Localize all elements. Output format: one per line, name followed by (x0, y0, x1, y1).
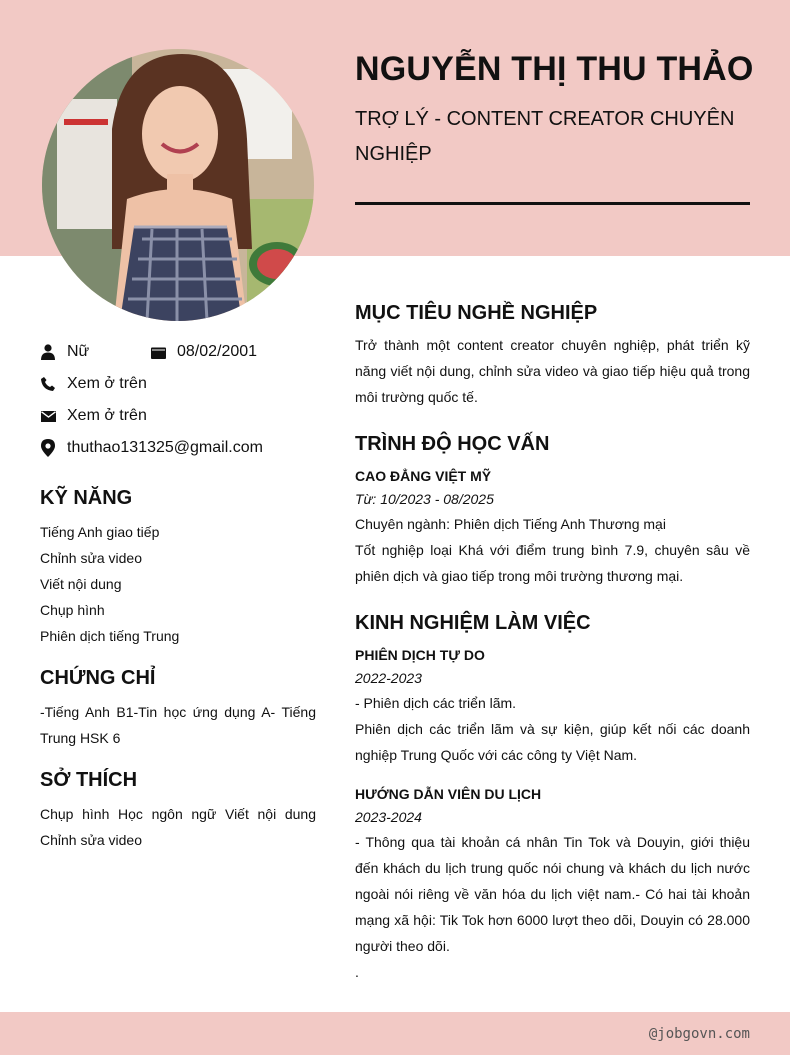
candidate-name: NGUYỄN THỊ THU THẢO (355, 50, 754, 88)
hobbies-text: Chụp hình Học ngôn ngữ Viết nội dung Chỉnh sửa video (40, 806, 316, 848)
job-detail: - Thông qua tài khoản cá nhân Tin Tok và Douyin, giới thiệu đến khách du lịch trung quốc nói chung và khách du lịch nước ngoài nói riêng về văn hóa du lịch việt nam.- Có hai tài khoản mạng xã hội: Tik Tok hơn 6000 lượt theo dõi, Douyin có 28.000 người theo dõi. (355, 834, 750, 954)
person-icon (40, 344, 56, 360)
education-dates: Từ: 10/2023 - 08/2025 (355, 491, 494, 507)
skill-item: Phiên dịch tiếng Trung (40, 628, 180, 644)
email-row (40, 404, 147, 428)
calendar-icon (150, 344, 166, 360)
header-divider (355, 202, 750, 205)
job-dates: 2022-2023 (355, 670, 422, 686)
certificates-title: CHỨNG CHỈ (40, 667, 156, 689)
job-trailing: . (355, 964, 359, 980)
profile-photo (42, 49, 314, 321)
education-major: Chuyên ngành: Phiên dịch Tiếng Anh Thương mại (355, 516, 666, 532)
school-name: CAO ĐẲNG VIỆT MỸ (355, 468, 492, 484)
experience-title: KINH NGHIỆM LÀM VIỆC (355, 612, 591, 634)
gender-value: Nữ (67, 343, 90, 360)
birthdate-row (150, 340, 257, 364)
skill-item: Viết nội dung (40, 576, 122, 592)
phone-row (40, 372, 147, 396)
hobbies-title: SỞ THÍCH (40, 769, 138, 791)
skill-item: Chỉnh sửa video (40, 550, 142, 566)
objective-text: Trở thành một content creator chuyên nghiệp, phát triển kỹ năng viết nội dung, chỉnh sửa video và giao tiếp hiệu quả trong môi trường quốc tế. (355, 337, 750, 405)
job-dates: 2023-2024 (355, 809, 422, 825)
certificates-text: -Tiếng Anh B1-Tin học ứng dụng A- Tiếng Trung HSK 6 (40, 704, 316, 746)
education-detail: Tốt nghiệp loại Khá với điểm trung bình 7.9, chuyên sâu về phiên dịch và giao tiếp trong môi trường thương mại. (355, 542, 750, 584)
skills-list (40, 519, 316, 649)
job-summary: - Phiên dịch các triển lãm. (355, 695, 517, 711)
skills-title: KỸ NĂNG (40, 487, 133, 509)
address-row (40, 436, 263, 460)
mail-icon (40, 408, 56, 424)
job-detail: Phiên dịch các triển lãm và sự kiện, giúp kết nối các doanh nghiệp Trung Quốc với các công ty Việt Nam. (355, 721, 750, 763)
skill-item: Tiếng Anh giao tiếp (40, 524, 160, 540)
email-value: Xem ở trên (67, 407, 147, 424)
skill-item: Chụp hình (40, 602, 105, 618)
job-position: HƯỚNG DẪN VIÊN DU LỊCH (355, 786, 542, 802)
gender-row (40, 340, 89, 364)
birthdate-value: 08/02/2001 (177, 343, 258, 360)
phone-icon (40, 376, 56, 392)
job-position: PHIÊN DỊCH TỰ DO (355, 647, 485, 663)
education-title: TRÌNH ĐỘ HỌC VẤN (355, 433, 550, 455)
footer-credit: @jobgovn.com (648, 1026, 750, 1042)
location-pin-icon (40, 440, 56, 456)
address-value: thuthao131325@gmail.com (67, 439, 263, 456)
phone-value: Xem ở trên (67, 375, 147, 392)
objective-title: MỤC TIÊU NGHỀ NGHIỆP (355, 302, 598, 324)
candidate-role: TRỢ LÝ - CONTENT CREATOR CHUYÊN NGHIỆP (355, 108, 735, 165)
